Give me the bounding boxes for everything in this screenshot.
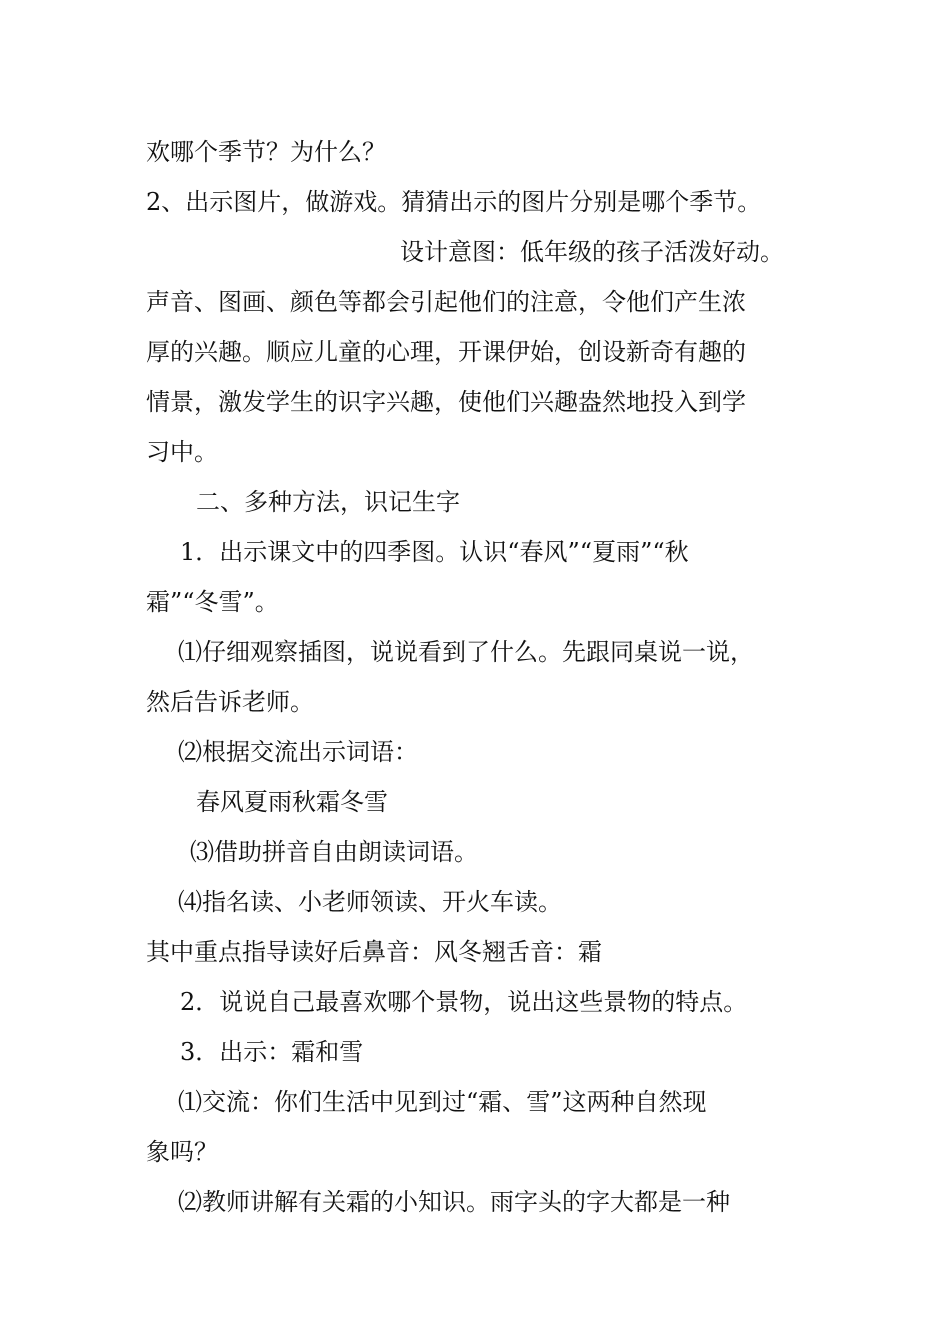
text-line: 习中。 xyxy=(146,438,218,466)
text-line: ⑵根据交流出示词语： xyxy=(178,738,418,766)
text-line: ⑴仔细观察插图，说说看到了什么。先跟同桌说一说， xyxy=(178,638,754,666)
text-line: ⑵教师讲解有关霜的小知识。雨字头的字大都是一种 xyxy=(178,1188,730,1216)
word-list: 春风夏雨秋霜冬雪 xyxy=(196,788,388,816)
text-line: 情景，激发学生的识字兴趣，使他们兴趣盎然地投入到学 xyxy=(146,388,746,416)
text-line: ⑷指名读、小老师领读、开火车读。 xyxy=(178,888,562,916)
text-line: ⑶借助拼音自由朗读词语。 xyxy=(190,838,478,866)
text-line: 欢哪个季节？为什么？ xyxy=(146,138,386,166)
text-line: 声音、图画、颜色等都会引起他们的注意，令他们产生浓 xyxy=(146,288,746,316)
text-line: ⑴交流：你们生活中见到过“霜、雪”这两种自然现 xyxy=(178,1088,707,1116)
text-line: 象吗？ xyxy=(146,1138,218,1166)
text-line: 然后告诉老师。 xyxy=(146,688,314,716)
text-line: 3．出示：霜和雪 xyxy=(180,1038,364,1066)
text-line: 2、出示图片，做游戏。猜猜出示的图片分别是哪个季节。 xyxy=(146,188,762,216)
text-line: 霜”“冬雪”。 xyxy=(146,588,279,616)
text-line: 1．出示课文中的四季图。认识“春风”“夏雨”“秋 xyxy=(180,538,689,566)
text-line: 其中重点指导读好后鼻音：风冬翘舌音：霜 xyxy=(146,938,602,966)
section-heading: 二、多种方法，识记生字 xyxy=(196,488,460,516)
text-line: 2．说说自己最喜欢哪个景物，说出这些景物的特点。 xyxy=(180,988,748,1016)
text-line: 厚的兴趣。顺应儿童的心理，开课伊始，创设新奇有趣的 xyxy=(146,338,746,366)
text-line: 设计意图：低年级的孩子活泼好动。 xyxy=(400,238,784,266)
